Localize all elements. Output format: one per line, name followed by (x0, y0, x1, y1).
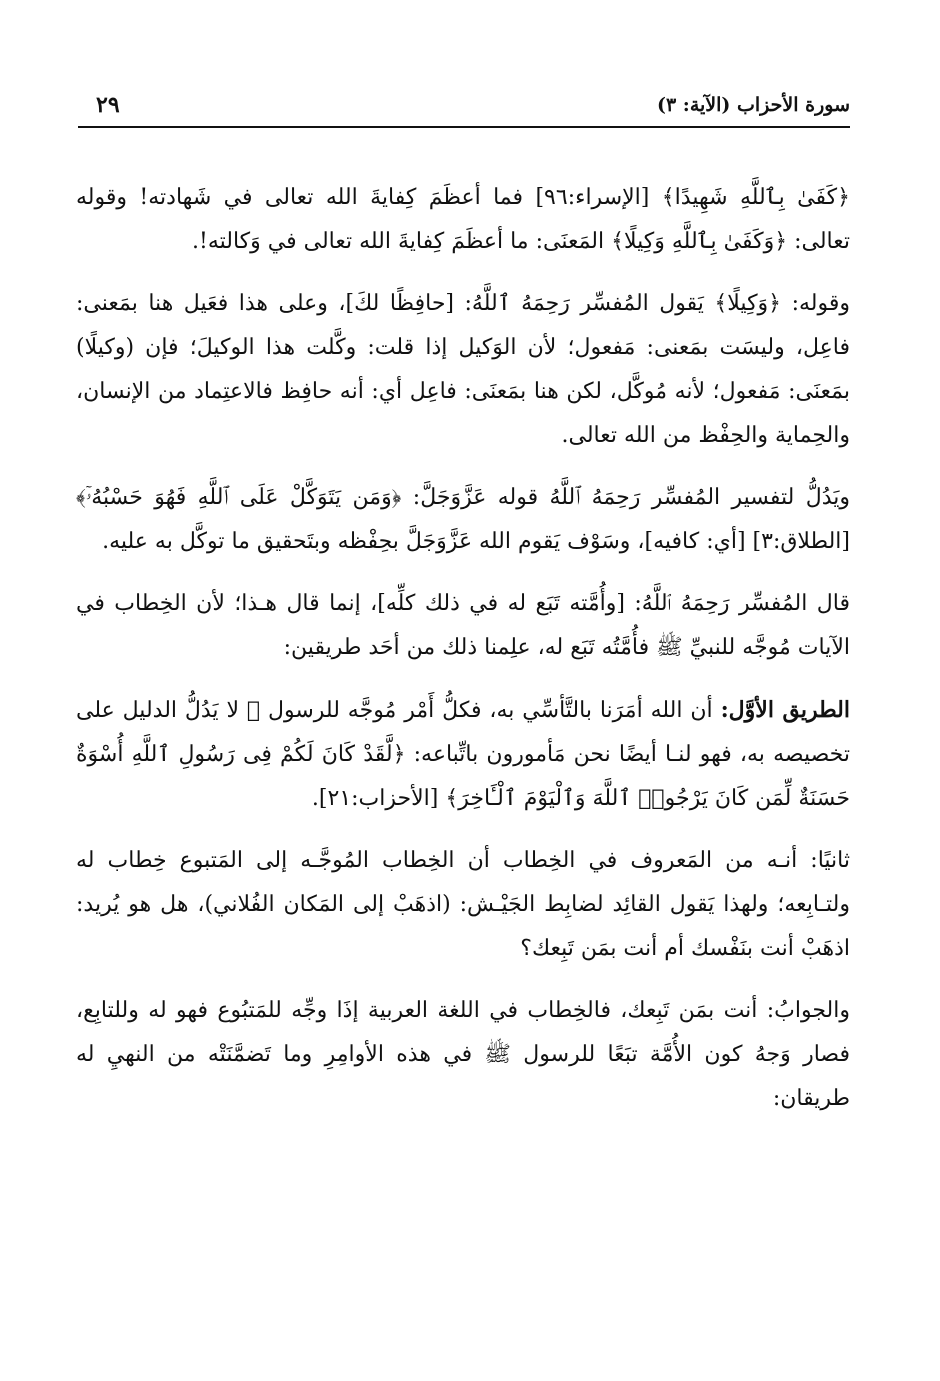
paragraph-1: ﴿كَفَىٰ بِٱللَّهِ شَهِيدًا﴾ [الإسراء:٩٦] فما أعظَمَ كِفايةَ الله تعالى في شَهادته! وقوله تعالى: ﴿وَكَفَىٰ بِٱللَّهِ وَكِيلًا﴾ المَعنَى: ما أعظَمَ كِفايةَ الله تعالى في وَكالته!. (76, 185, 850, 254)
paragraph-3: ويَدُلُّ لتفسير المُفسِّر رَحِمَهُ ٱللَّهُ قوله عَزَّوَجَلَّ: ﴿وَمَن يَتَوَكَّلْ عَلَى ٱللَّهِ فَهُوَ حَسْبُهُۥٓ﴾ [الطلاق:٣] [أي: كافيه]، وسَوْف يَقوم الله عَزَّوَجَلَّ بحِفْظه وبتَحقيق ما توكَّل به عليه. (76, 485, 850, 554)
first-way-label: الطريق الأوَّل: (720, 697, 850, 723)
paragraph-5-text: أن الله أمَرَنا بالتَّأسِّي به، فكلُّ أَمْر مُوجَّه للرسول ﷺ لا يَدُلُّ الدليل على تخصيصه به، فهو لنـا أيضًا نحن مَأمورون باتِّباعه: ﴿لَّقَدْ كَانَ لَكُمْ فِى رَسُولِ ٱللَّهِ أُسْوَةٌ حَسَنَةٌ لِّمَن كَانَ يَرْجُوا۟ ٱللَّهَ وَٱلْيَوْمَ ٱلْـَٔاخِرَ﴾ [الأحزاب:٢١]. (76, 698, 850, 811)
paragraph-5 (76, 688, 850, 821)
running-title: سورة الأحزاب (الآية: ٣) (656, 94, 850, 116)
answer-label: والجوابُ: (766, 998, 850, 1023)
body-text (76, 176, 850, 1139)
paragraph-6: ثانيًا: أنـه من المَعروف في الخِطاب أن الخِطاب المُوجَّـه إلى المَتبوع خِطاب له ولتـابِعه؛ ولهذا يَقول القائِد لضابِط الجَيْـش: (اذهَبْ إلى المَكان الفُلاني)، هل هو يُريد: اذهَبْ أنت بنَفْسك أم أنت بمَن تَبِعك؟ (76, 848, 850, 961)
header-rule (78, 126, 850, 128)
paragraph-7-text: أنت بمَن تَبِعك، فالخِطاب في اللغة العربية إذَا وجِّه للمَتبُوع فهو له وللتابِع، فصار وَجهُ كون الأُمَّة تبَعًا للرسول ﷺ في هذه الأوامِرِ وما تَضمَّنَتْه من النهيِ له طريقان: (76, 998, 850, 1111)
paragraph-4: قال المُفسِّر رَحِمَهُ ٱللَّهُ: [وأُمَّته تَبَع له في ذلك كلِّه]، إنما قال هـذا؛ لأن الخِطاب في الآيات مُوجَّه للنبيِّ ﷺ فأُمَّتُه تَبَع له، علِمنا ذلك من أحَد طريقين: (76, 591, 850, 660)
paragraph-7 (76, 989, 850, 1121)
page-header (78, 88, 850, 128)
paragraph-2: وقوله: ﴿وَكِيلًا﴾ يَقول المُفسِّر رَحِمَهُ ٱللَّهُ: [حافِظًا لكَ]، وعلى هذا فعَيل هنا بمَعنى: فاعِل، وليسَت بمَعنى: مَفعول؛ لأن الوَكيل إذا قلت: وكَّلت هذا الوكيلَ؛ فإن (وكيلًا) بمَعنَى: مَفعول؛ لأنه مُوكَّل، لكن هنا بمَعنَى: فاعِل أي: أنه حافِظ فالاعتِماد من الإنسان، والحِماية والحِفْظ من الله تعالى. (76, 291, 850, 448)
page-number: ٢٩ (96, 92, 120, 118)
